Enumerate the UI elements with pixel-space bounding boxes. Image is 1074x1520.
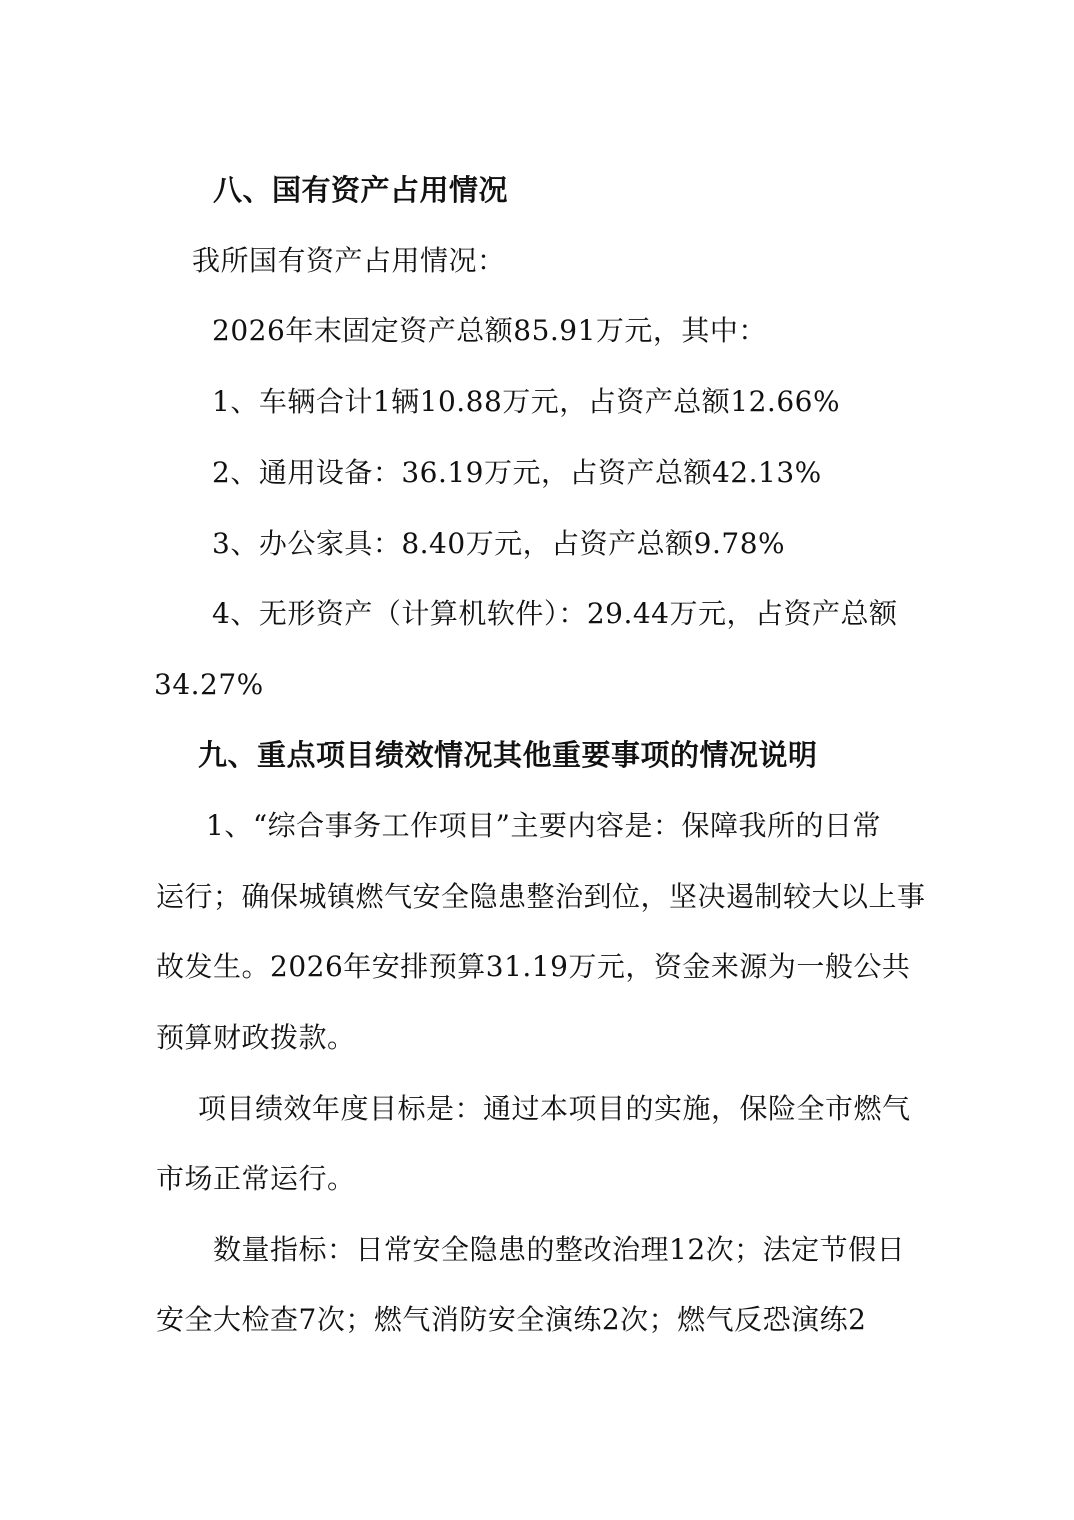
project-paragraph-line: 预算财政拨款。: [156, 1021, 356, 1054]
performance-goal-line: 项目绩效年度目标是：通过本项目的实施，保险全市燃气: [198, 1092, 911, 1125]
performance-goal-line: 市场正常运行。: [156, 1162, 356, 1195]
project-paragraph-line: 1、“综合事务工作项目”主要内容是：保障我所的日常: [206, 809, 881, 842]
asset-item-equipment: 2、通用设备：36.19万元，占资产总额42.13%: [212, 456, 822, 489]
section-8-total: 2026年末固定资产总额85.91万元，其中：: [212, 314, 767, 347]
asset-item-intangible: 4、无形资产（计算机软件）：29.44万元，占资产总额: [212, 597, 898, 630]
quantity-indicator-line: 安全大检查7次；燃气消防安全演练2次；燃气反恐演练2: [156, 1303, 867, 1336]
quantity-indicator-line: 数量指标：日常安全隐患的整改治理12次；法定节假日: [213, 1233, 906, 1266]
asset-item-intangible-continued: 34.27%: [154, 668, 264, 701]
section-8-heading: 八、国有资产占用情况: [213, 173, 509, 207]
project-paragraph-line: 运行；确保城镇燃气安全隐患整治到位，坚决遏制较大以上事: [156, 880, 926, 913]
asset-item-furniture: 3、办公家具：8.40万元，占资产总额9.78%: [212, 527, 786, 560]
asset-item-vehicles: 1、车辆合计1辆10.88万元，占资产总额12.66%: [212, 385, 841, 418]
section-8-intro: 我所国有资产占用情况：: [192, 244, 506, 277]
section-9-heading: 九、重点项目绩效情况其他重要事项的情况说明: [198, 738, 818, 772]
project-paragraph-line: 故发生。2026年安排预算31.19万元，资金来源为一般公共: [156, 950, 911, 983]
